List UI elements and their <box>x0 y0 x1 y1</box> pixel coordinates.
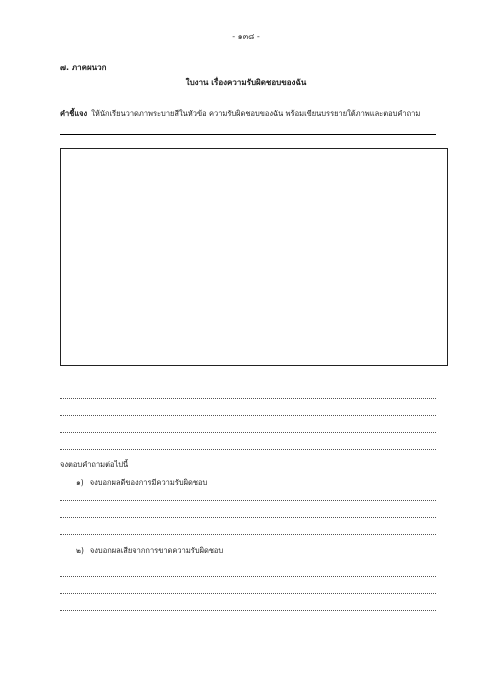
instructions-text: ให้นักเรียนวาดภาพระบายสีในหัวข้อ ความรับผิดชอบของฉัน พร้อมเขียนบรรยายใต้ภาพและตอบคำถาม <box>91 109 421 118</box>
description-line-2[interactable] <box>60 415 436 416</box>
description-line-1[interactable] <box>60 398 436 399</box>
answer-2-line-2[interactable] <box>60 593 436 594</box>
questions-heading: จงตอบคำถามต่อไปนี้ <box>60 460 129 469</box>
question-1 <box>76 477 207 489</box>
question-2-text: จงบอกผลเสียจากการขาดความรับผิดชอบ <box>89 546 224 555</box>
page-number: - ๑๓๘ - <box>232 32 260 41</box>
instructions-underline <box>60 134 436 135</box>
description-line-4[interactable] <box>60 449 436 450</box>
worksheet-title: ใบงาน เรื่องความรับผิดชอบของฉัน <box>185 78 307 87</box>
drawing-area[interactable] <box>60 148 448 366</box>
question-1-number: ๑) <box>76 478 84 487</box>
answer-1-line-2[interactable] <box>60 517 436 518</box>
section-heading: ๗. ภาคผนวก <box>60 63 107 72</box>
answer-1-line-3[interactable] <box>60 534 436 535</box>
question-1-text: จงบอกผลดีของการมีความรับผิดชอบ <box>89 478 208 487</box>
answer-2-line-3[interactable] <box>60 610 436 611</box>
description-line-3[interactable] <box>60 432 436 433</box>
instructions <box>60 106 435 122</box>
question-2-number: ๒) <box>76 546 84 555</box>
instructions-label: คำชี้แจง <box>60 109 88 118</box>
question-2 <box>76 545 223 557</box>
answer-2-line-1[interactable] <box>60 576 436 577</box>
answer-1-line-1[interactable] <box>60 500 436 501</box>
